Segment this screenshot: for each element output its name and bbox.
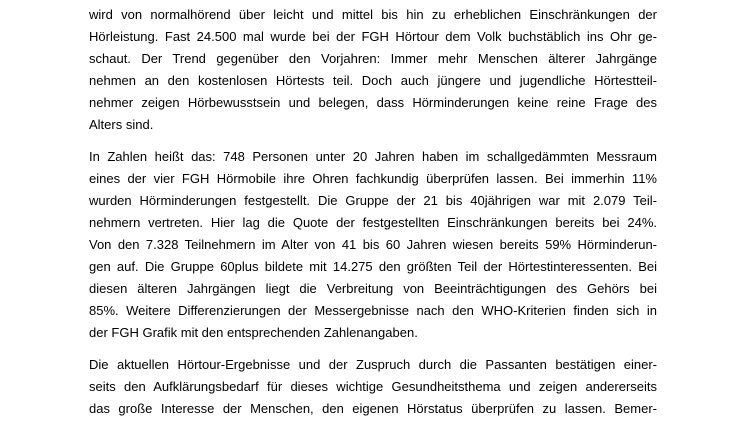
text-line: eines der vier FGH Hörmobile ihre Ohren fachkundig überprüfen lassen. Bei immerhin 11% bbox=[89, 171, 657, 186]
paragraph-statistics bbox=[89, 146, 657, 344]
text-line: diesen älteren Jahrgängen liegt die Verbreitung von Beeinträchtigungen des Gehörs bei bbox=[89, 281, 657, 296]
text-line: Von den 7.328 Teilnehmern im Alter von 41 bis 60 Jahren wiesen bereits 59% Hörminderun- bbox=[89, 237, 657, 252]
text-line: gen auf. Die Gruppe 60plus bildete mit 14.275 den größten Teil der Hörtestinteressenten. Bei bbox=[89, 259, 657, 274]
text-line: In Zahlen heißt das: 748 Personen unter 20 Jahren haben im schallgedämmten Messraum bbox=[89, 149, 657, 164]
text-line: nehmern vertreten. Hier lag die Quote der festgestellten Einschränkungen bereits bei 24%. bbox=[89, 215, 657, 230]
text-line: das große Interesse der Menschen, den eigenen Hörstatus überprüfen zu lassen. Bemer- bbox=[89, 401, 657, 416]
text-line: Die aktuellen Hörtour-Ergebnisse und der Zuspruch durch die Passanten bestätigen einer- bbox=[89, 357, 657, 372]
text-line: schaut. Der Trend gegenüber den Vorjahren: Immer mehr Menschen älterer Jahrgänge bbox=[89, 51, 657, 66]
text-line: nehmer zeigen Hörbewusstsein und belegen, dass Hörminderungen keine reine Frage des bbox=[89, 95, 657, 110]
text-line: seits den Aufklärungsbedarf für dieses wichtige Gesundheitsthema und zeigen andererseits bbox=[89, 379, 657, 394]
document-page bbox=[89, 4, 657, 430]
paragraph-hoertour-intro bbox=[89, 4, 657, 136]
paragraph-conclusion bbox=[89, 354, 657, 420]
text-line: der FGH Grafik mit den entsprechenden Zahlenangaben. bbox=[89, 325, 418, 340]
text-line: Alters sind. bbox=[89, 117, 154, 132]
text-line: Hörleistung. Fast 24.500 mal wurde bei der FGH Hörtour dem Volk buchstäblich ins Ohr ge- bbox=[89, 29, 657, 44]
text-line: wird von normalhörend über leicht und mittel bis hin zu erheblichen Einschränkungen der bbox=[89, 7, 657, 22]
text-line: wurden Hörminderungen festgestellt. Die Gruppe der 21 bis 40jährigen war mit 2.079 Teil- bbox=[89, 193, 657, 208]
text-line: 85%. Weitere Differenzierungen der Messergebnisse nach den WHO-Kriterien finden sich in bbox=[89, 303, 657, 318]
text-line: nehmen an den kostenlosen Hörtests teil. Doch auch jüngere und jugendliche Hörtestteil- bbox=[89, 73, 657, 88]
